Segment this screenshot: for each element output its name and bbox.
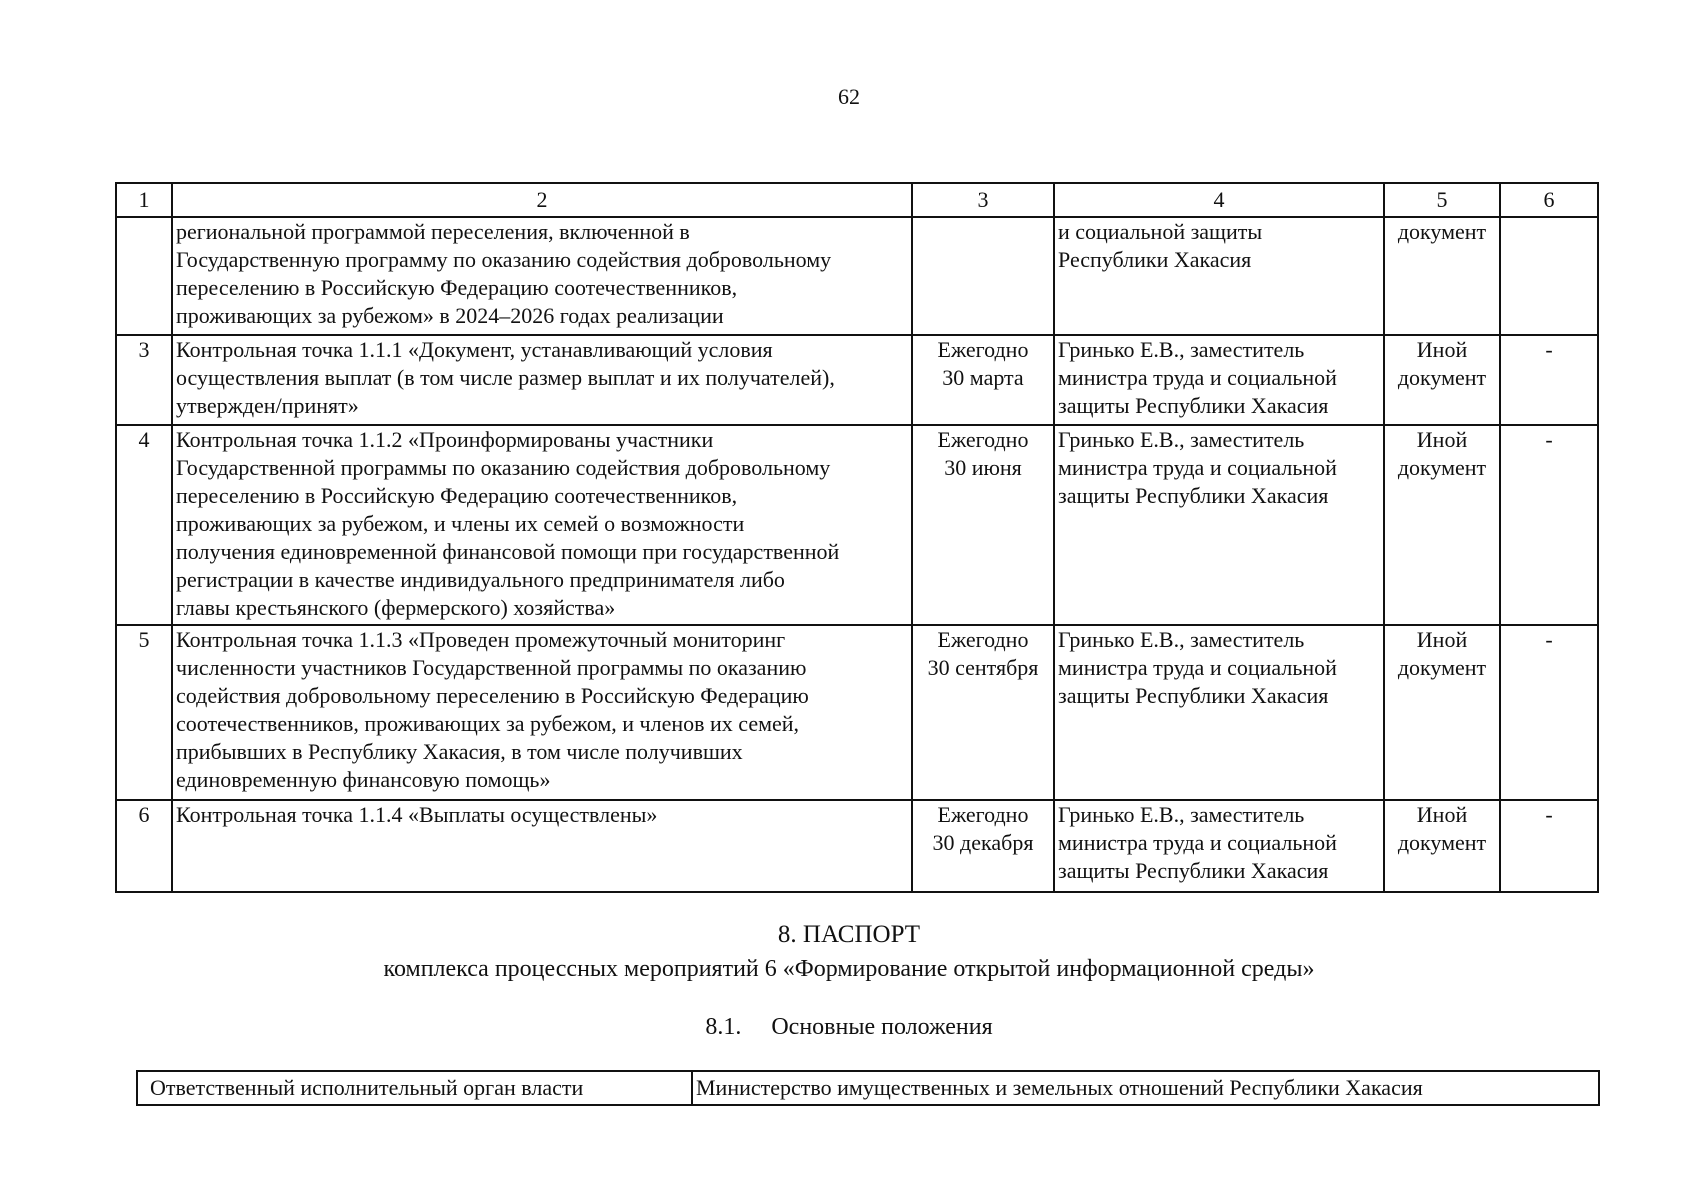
- row-responsible-line: защиты Республики Хакасия: [1058, 393, 1329, 418]
- row-description: [172, 217, 912, 335]
- row-document-type-line: документ: [1397, 219, 1487, 244]
- row-description-line: главы крестьянского (фермерского) хозяйства»: [176, 595, 616, 620]
- row-document-type-line: Иной: [1416, 802, 1468, 827]
- row-deadline: [912, 335, 1054, 425]
- row-extra: -: [1500, 425, 1598, 625]
- passport-table: [136, 1070, 1600, 1106]
- table-row: [116, 625, 1598, 800]
- passport-label: Ответственный исполнительный орган власти: [137, 1071, 692, 1105]
- row-description: [172, 800, 912, 892]
- row-number: 3: [116, 335, 172, 425]
- column-header: 6: [1500, 183, 1598, 217]
- row-description-line: переселению в Российскую Федерацию соотечественников,: [176, 483, 738, 508]
- control-points-table: [115, 182, 1599, 893]
- row-description-line: Контрольная точка 1.1.3 «Проведен промежуточный мониторинг: [176, 627, 786, 652]
- row-document-type: [1384, 800, 1500, 892]
- section-title: 8. ПАСПОРТ: [777, 921, 921, 948]
- row-number: 5: [116, 625, 172, 800]
- row-description-line: прибывших в Республику Хакасия, в том числе получивших: [176, 739, 743, 764]
- row-document-type-line: документ: [1397, 365, 1487, 390]
- row-document-type-line: Иной: [1416, 337, 1468, 362]
- page-number: 62: [838, 84, 860, 109]
- row-description-line: осуществления выплат (в том числе размер выплат и их получателей),: [176, 365, 835, 390]
- row-responsible-line: министра труда и социальной: [1058, 365, 1337, 390]
- row-deadline-line: Ежегодно: [937, 802, 1029, 827]
- subsection-title: Основные положения: [771, 1014, 993, 1040]
- row-responsible: [1054, 335, 1384, 425]
- row-deadline-line: 30 марта: [942, 365, 1024, 390]
- table-row: [116, 425, 1598, 625]
- row-description-line: проживающих за рубежом, и члены их семей о возможности: [176, 511, 745, 536]
- row-document-type: [1384, 625, 1500, 800]
- row-description-line: Государственную программу по оказанию содействия добровольному: [176, 247, 832, 272]
- row-description-line: проживающих за рубежом» в 2024–2026 годах реализации: [176, 303, 724, 328]
- column-header: 1: [116, 183, 172, 217]
- row-document-type-line: Иной: [1416, 627, 1468, 652]
- row-document-type: [1384, 217, 1500, 335]
- row-responsible: [1054, 625, 1384, 800]
- row-description-line: численности участников Государственной программы по оказанию: [176, 655, 807, 680]
- row-extra: -: [1500, 625, 1598, 800]
- passport-value: Министерство имущественных и земельных отношений Республики Хакасия: [692, 1071, 1599, 1105]
- row-number: 4: [116, 425, 172, 625]
- row-document-type-line: документ: [1397, 830, 1487, 855]
- row-deadline-line: 30 сентября: [927, 655, 1039, 680]
- row-description: [172, 425, 912, 625]
- column-header: 2: [172, 183, 912, 217]
- table-row: [137, 1071, 1599, 1105]
- row-description-line: Контрольная точка 1.1.1 «Документ, устанавливающий условия: [176, 337, 773, 362]
- row-responsible-line: Гринько Е.В., заместитель: [1058, 337, 1305, 362]
- row-description: [172, 625, 912, 800]
- row-extra: [1500, 217, 1598, 335]
- row-responsible: [1054, 425, 1384, 625]
- row-extra: -: [1500, 335, 1598, 425]
- row-description-line: единовременную финансовую помощь»: [176, 767, 551, 792]
- table-row: [116, 800, 1598, 892]
- row-number: [116, 217, 172, 335]
- row-document-type: [1384, 335, 1500, 425]
- row-responsible-line: защиты Республики Хакасия: [1058, 683, 1329, 708]
- row-document-type-line: документ: [1397, 655, 1487, 680]
- row-deadline-line: Ежегодно: [937, 337, 1029, 362]
- row-responsible: [1054, 217, 1384, 335]
- row-deadline-line: 30 декабря: [932, 830, 1034, 855]
- row-description-line: региональной программой переселения, включенной в: [176, 219, 690, 244]
- row-description-line: Государственной программы по оказанию содействия добровольному: [176, 455, 831, 480]
- row-responsible: [1054, 800, 1384, 892]
- row-responsible-line: и социальной защиты: [1058, 219, 1263, 244]
- table-row: [116, 335, 1598, 425]
- row-extra: -: [1500, 800, 1598, 892]
- row-responsible-line: министра труда и социальной: [1058, 655, 1337, 680]
- row-number: 6: [116, 800, 172, 892]
- column-header: 4: [1054, 183, 1384, 217]
- row-description-line: регистрации в качестве индивидуального предпринимателя либо: [176, 567, 785, 592]
- row-deadline: [912, 425, 1054, 625]
- row-responsible-line: защиты Республики Хакасия: [1058, 858, 1329, 883]
- row-responsible-line: Гринько Е.В., заместитель: [1058, 802, 1305, 827]
- row-responsible-line: защиты Республики Хакасия: [1058, 483, 1329, 508]
- row-responsible-line: министра труда и социальной: [1058, 830, 1337, 855]
- row-description: [172, 335, 912, 425]
- row-description-line: получения единовременной финансовой помощи при государственной: [176, 539, 840, 564]
- row-responsible-line: Гринько Е.В., заместитель: [1058, 627, 1305, 652]
- column-header: 3: [912, 183, 1054, 217]
- row-description-line: Контрольная точка 1.1.2 «Проинформированы участники: [176, 427, 714, 452]
- row-responsible-line: Гринько Е.В., заместитель: [1058, 427, 1305, 452]
- row-document-type: [1384, 425, 1500, 625]
- table-row: [116, 217, 1598, 335]
- row-deadline: [912, 800, 1054, 892]
- row-document-type-line: документ: [1397, 455, 1487, 480]
- row-responsible-line: Республики Хакасия: [1058, 247, 1252, 272]
- row-description-line: утвержден/принят»: [176, 393, 359, 418]
- row-deadline-line: Ежегодно: [937, 427, 1029, 452]
- row-description-line: Контрольная точка 1.1.4 «Выплаты осуществлены»: [176, 802, 658, 827]
- row-description-line: содействия добровольному переселению в Российскую Федерацию: [176, 683, 809, 708]
- section-subtitle: комплекса процессных мероприятий 6 «Формирование открытой информационной среды»: [383, 956, 1315, 982]
- row-deadline: [912, 625, 1054, 800]
- row-responsible-line: министра труда и социальной: [1058, 455, 1337, 480]
- table-header-row: [116, 183, 1598, 217]
- row-deadline-line: Ежегодно: [937, 627, 1029, 652]
- row-deadline-line: 30 июня: [944, 455, 1022, 480]
- subsection-number: 8.1.: [705, 1014, 742, 1040]
- row-description-line: переселению в Российскую Федерацию соотечественников,: [176, 275, 738, 300]
- row-description-line: соотечественников, проживающих за рубежом, и членов их семей,: [176, 711, 800, 736]
- row-deadline: [912, 217, 1054, 335]
- row-document-type-line: Иной: [1416, 427, 1468, 452]
- column-header: 5: [1384, 183, 1500, 217]
- subsection-heading: [0, 1010, 1698, 1044]
